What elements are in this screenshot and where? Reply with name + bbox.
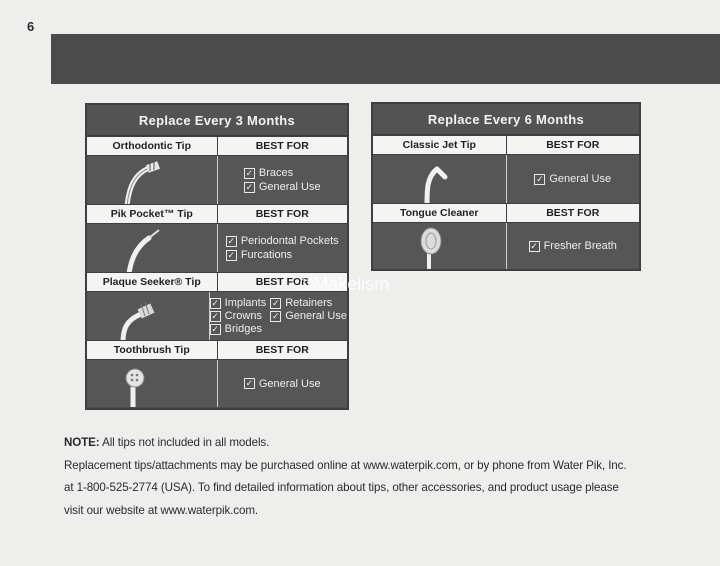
table-row [87,156,347,204]
table-row [373,155,639,203]
tip-name: Pik Pocket™ Tip [110,208,193,220]
list-item: ✓ General Use [271,310,347,322]
best-for-label: BEST FOR [506,204,640,222]
list-item: ✓ Retainers [271,297,333,309]
table-row-header [87,340,347,360]
checkbox-icon: ✓ [271,310,280,321]
tip-name: Toothbrush Tip [113,344,190,356]
note-line: at 1-800-525-2774 (USA). To find detailed information about tips, other accessories, and product usage please [64,481,619,494]
watermark: ©Makelism [300,274,390,294]
replace-3-months-table [85,103,349,410]
table-row-header [373,203,639,223]
classic-jet-tip-image [373,155,506,203]
list-item: ✓ General Use [536,173,612,185]
checkbox-icon: ✓ [227,235,236,246]
table-row-header [373,135,639,155]
checkbox-icon: ✓ [536,173,544,184]
note-line: All tips not included in all models. [102,436,270,449]
tip-name: Tongue Cleaner [399,207,479,219]
note-label: NOTE: [64,436,100,449]
list-item: ✓ Furcations [227,249,293,261]
pik-pocket-tip-image [87,224,217,272]
best-for-label: BEST FOR [506,136,640,154]
list-item: ✓ General Use [245,181,321,193]
best-for-label: BEST FOR [217,137,348,155]
checkbox-icon: ✓ [211,310,219,321]
tongue-cleaner-image [373,223,506,269]
list-item: ✓ Crowns [211,310,262,322]
best-for-label: BEST FOR [217,273,348,291]
checkbox-icon: ✓ [211,297,219,308]
tip-name: Orthodontic Tip [112,140,192,152]
checkbox-icon: ✓ [245,181,254,192]
list-item: ✓ Implants [211,297,267,309]
checkbox-icon: ✓ [245,167,254,178]
best-for-label: BEST FOR [217,205,348,223]
toothbrush-tip-image [87,360,217,407]
header-bar [51,34,720,84]
checkbox-icon: ✓ [211,323,219,334]
table-row-header [87,204,347,224]
list-item: ✓ Fresher Breath [530,240,617,252]
checkbox-icon: ✓ [227,249,236,260]
replace-6-months-table [371,102,641,271]
list-item: ✓ General Use [245,377,321,390]
page-number: 6 [27,19,35,34]
table-row-header [87,136,347,156]
best-for-label: BEST FOR [217,341,348,359]
list-item: ✓ Braces [245,167,294,179]
checkbox-icon: ✓ [245,378,254,388]
table-title: Replace Every 6 Months [373,104,639,135]
plaque-seeker-tip-image [87,292,209,340]
tip-name: Plaque Seeker® Tip [102,276,201,288]
checkbox-icon: ✓ [271,297,280,308]
note-paragraph [64,432,664,522]
orthodontic-tip-image [87,156,217,204]
checkbox-icon: ✓ [530,240,538,251]
list-item: ✓ Periodontal Pockets [227,235,339,247]
table-row [373,223,639,269]
table-row [87,224,347,272]
tip-name: Classic Jet Tip [402,139,476,151]
note-line: Replacement tips/attachments may be purchased online at www.waterpik.com, or by phone from Water Pik, Inc. [64,458,627,472]
note-line: visit our website at www.waterpik.com. [64,503,259,517]
table-title: Replace Every 3 Months [87,105,347,136]
table-row [87,360,347,407]
list-item: ✓ Bridges [211,323,262,335]
table-row [87,292,347,340]
